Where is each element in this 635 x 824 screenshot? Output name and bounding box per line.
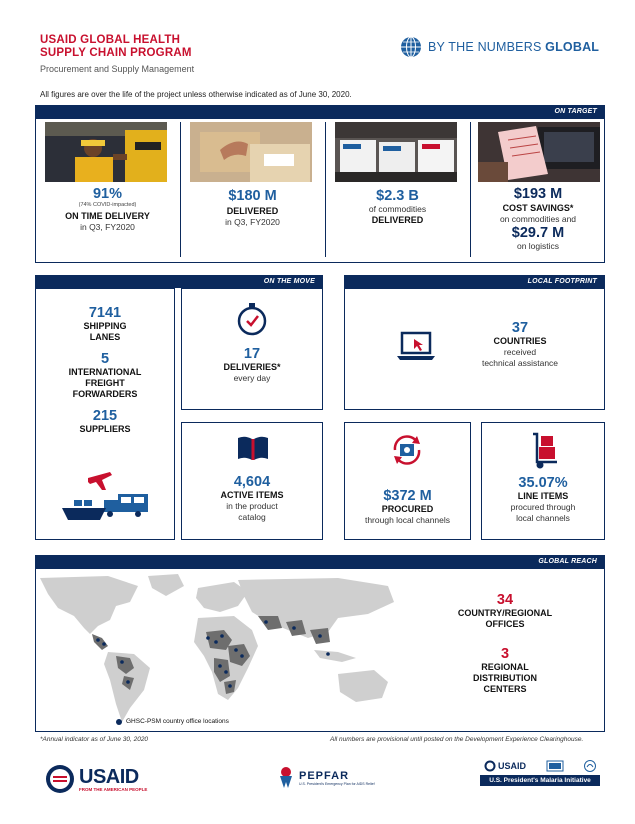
pepfar-logo: PEPFAR U.S. President's Emergency Plan for AIDS Relief <box>276 766 375 790</box>
stat-delivered-q3: $180 M DELIVERED in Q3, FY2020 <box>225 188 280 227</box>
hhs-icon <box>584 760 596 772</box>
photo-laptop-paperwork <box>478 122 600 182</box>
footnote-provisional: All numbers are provisional until posted on the Development Experience Clearinghouse. <box>330 736 584 743</box>
world-map <box>38 572 418 728</box>
by-the-numbers-badge: BY THE NUMBERS GLOBAL <box>400 36 599 58</box>
stat-cost-savings: $193 M COST SAVINGS* on commodities and $29.7 M on logistics <box>499 186 577 251</box>
photo-commodities <box>335 122 457 182</box>
pmi-logo: USAID U.S. President's Malaria Initiative <box>480 760 600 786</box>
page-title: USAID GLOBAL HEALTH SUPPLY CHAIN PROGRAM <box>40 34 192 59</box>
hand-truck-icon <box>527 432 561 470</box>
cdc-icon <box>546 760 564 772</box>
stat-active-items: 4,604 ACTIVE ITEMS in the product catalog <box>220 474 284 522</box>
stat-on-time-delivery: 91% (74% COVID-impacted) ON TIME DELIVERY in Q3, FY2020 <box>65 186 150 232</box>
stat-deliveries: 17 DELIVERIES* every day <box>223 346 281 383</box>
intro-note: All figures are over the life of the project unless otherwise indicated as of June 30, 2020. <box>40 90 352 99</box>
photo-warehouse-worker <box>45 122 167 182</box>
money-cycle-icon <box>389 432 425 468</box>
divider <box>180 122 181 257</box>
stat-shipping: 7141 SHIPPING LANES 5 INTERNATIONAL FREIGHT FORWARDERS 215 SUPPLIERS <box>68 305 142 434</box>
globe-icon <box>400 36 422 58</box>
stat-procured: $372 M PROCURED through local channels <box>364 488 451 525</box>
stat-countries: 37 COUNTRIES received technical assistance <box>481 320 559 368</box>
divider <box>325 122 326 257</box>
stat-offices: 34 COUNTRY/REGIONAL OFFICES <box>457 592 553 629</box>
band-on-target: ON TARGET <box>35 105 605 118</box>
band-on-the-move: ON THE MOVE <box>35 275 323 288</box>
stopwatch-icon <box>236 302 268 336</box>
stat-line-items: 35.07% LINE ITEMS procured through local channels <box>510 475 576 523</box>
band-local-footprint: LOCAL FOOTPRINT <box>344 275 605 288</box>
transport-icon <box>58 468 154 524</box>
pepfar-ribbon-icon <box>276 766 296 790</box>
divider <box>470 122 471 257</box>
stat-commodities-delivered: $2.3 B of commodities DELIVERED <box>368 188 427 225</box>
usaid-seal-icon <box>45 764 75 794</box>
map-legend: GHSC-PSM country office locations <box>126 718 229 725</box>
photo-boxes <box>190 122 312 182</box>
footnote-annual: *Annual indicator as of June 30, 2020 <box>40 736 149 743</box>
usaid-small-seal-icon <box>484 760 496 772</box>
usaid-logo: USAID FROM THE AMERICAN PEOPLE <box>45 764 147 794</box>
band-global-reach: GLOBAL REACH <box>35 555 605 568</box>
stat-distribution-centers: 3 REGIONAL DISTRIBUTION CENTERS <box>473 646 537 694</box>
laptop-icon <box>396 330 436 362</box>
location-marker-icon <box>115 718 123 726</box>
book-icon <box>236 434 270 462</box>
page-subtitle: Procurement and Supply Management <box>40 64 195 74</box>
